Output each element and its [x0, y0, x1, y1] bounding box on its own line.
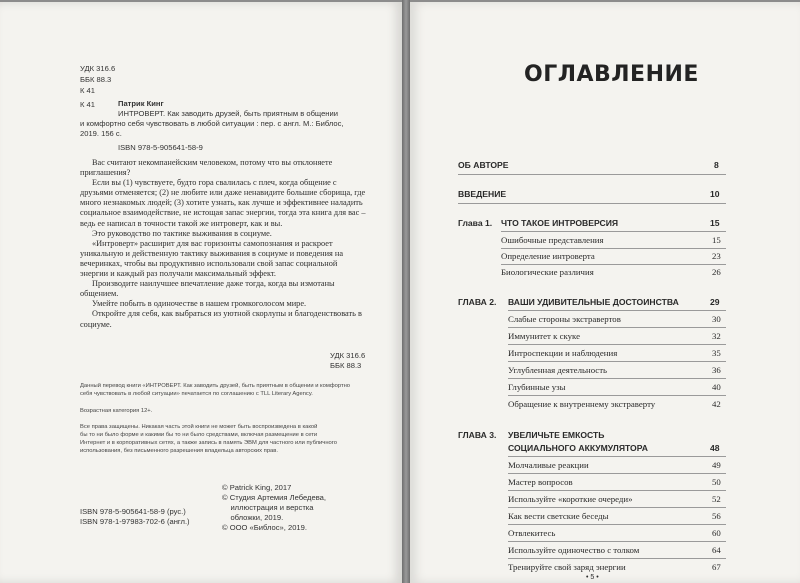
toc-rule — [508, 344, 726, 345]
toc-entry-introduction: ВВЕДЕНИЕ — [458, 189, 507, 199]
toc-rule — [501, 231, 726, 232]
chapter-title-line-2: СОЦИАЛЬНОГО АККУМУЛЯТОРА — [508, 443, 648, 453]
book-gutter — [402, 0, 410, 583]
toc-page-number: 52 — [712, 494, 721, 504]
annotation-paragraph: Если вы (1) чувствуете, будто гора свалилась с плеч, когда общение с друзьями отменяется; (2) не любите или даже ненавидите большие сборища, где много незнакомых людей; (3) хотите узнать, как лучше и эффективнее наладить социальное взаимодействие, не истощая запас энергии, тогда эта книга для вас – ведь ее написал в точности такой же интроверт, как и вы. — [80, 178, 366, 228]
toc-subentry: Биологические различия — [501, 267, 594, 277]
isbn-russian: ISBN 978-5-905641-58-9 (рус.) — [80, 507, 186, 516]
toc-subentry: Молчаливые реакции — [508, 460, 589, 470]
bib-line-1: ИНТРОВЕРТ. Как заводить друзей, быть приятным в общении — [118, 109, 338, 118]
toc-subentry: Как вести светские беседы — [508, 511, 609, 521]
toc-page-number: 35 — [712, 348, 721, 358]
right-page — [410, 2, 800, 583]
toc-rule — [508, 473, 726, 474]
toc-rule — [508, 558, 726, 559]
toc-rule — [508, 327, 726, 328]
toc-rule — [458, 203, 726, 204]
toc-page-number: 67 — [712, 562, 721, 572]
bbk-code: ББК 88.3 — [80, 75, 112, 84]
toc-page-number: 36 — [712, 365, 721, 375]
toc-page-number: 15 — [712, 235, 721, 245]
toc-rule — [508, 361, 726, 362]
rights-line: использования, без письменного разрешения владельца авторских прав. — [80, 448, 278, 454]
annotation-paragraph: Откройте для себя, как выбраться из уютной скорлупы и благоденствовать в социуме. — [80, 309, 362, 329]
copyright-line: иллюстрация и верстка — [222, 503, 314, 512]
toc-rule — [501, 264, 726, 265]
copyright-line: обложки, 2019. — [222, 513, 284, 522]
toc-page-number: 8 — [714, 160, 719, 170]
toc-page-number: 10 — [710, 189, 720, 199]
toc-subentry: Слабые стороны экстравертов — [508, 314, 621, 324]
toc-page-number: 64 — [712, 545, 721, 555]
toc-rule — [508, 456, 726, 457]
toc-entry-about-author: ОБ АВТОРЕ — [458, 160, 509, 170]
toc-subentry: Тренируйте свой заряд энергии — [508, 562, 626, 572]
toc-page-number: 60 — [712, 528, 721, 538]
bib-line-3: 2019. 156 с. — [80, 129, 122, 138]
isbn-english: ISBN 978-1-97983-702-6 (англ.) — [80, 517, 190, 526]
bib-line-2: и комфортно себя чувствовать в любой ситуации : пер. с англ. М.: Библос, — [80, 119, 344, 128]
left-page — [0, 2, 402, 583]
toc-page-number: 42 — [712, 399, 721, 409]
chapter-number: ГЛАВА 2. — [458, 297, 497, 307]
toc-subentry: Используйте «короткие очереди» — [508, 494, 633, 504]
toc-rule — [458, 174, 726, 175]
toc-page-number: 30 — [712, 314, 721, 324]
rights-line: бы то ни было форме и какими бы то ни было средствами, включая размещение в сети — [80, 432, 318, 438]
toc-page-number: 56 — [712, 511, 721, 521]
toc-page-number: 29 — [710, 297, 720, 307]
annotation-paragraph: Производите наилучшее впечатление даже тогда, когда вы измотаны общением. — [80, 279, 335, 299]
page-title: ОГЛАВЛЕНИЕ — [524, 62, 699, 87]
toc-page-number: 40 — [712, 382, 721, 392]
toc-page-number: 15 — [710, 218, 720, 228]
toc-rule — [508, 395, 726, 396]
toc-rule — [501, 248, 726, 249]
chapter-title: ЧТО ТАКОЕ ИНТРОВЕРСИЯ — [501, 218, 619, 228]
toc-page-number: 26 — [712, 267, 721, 277]
toc-subentry: Мастер вопросов — [508, 477, 573, 487]
toc-rule — [508, 378, 726, 379]
page-folio: • 5 • — [586, 574, 599, 581]
toc-page-number: 49 — [712, 460, 721, 470]
toc-page-number: 32 — [712, 331, 721, 341]
toc-subentry: Ошибочные представления — [501, 235, 604, 245]
annotation-paragraph: Вас считают некомпанейским человеком, потому что вы отклоняете приглашения? — [80, 158, 333, 178]
chapter-number: ГЛАВА 3. — [458, 430, 497, 440]
chapter-title: ВАШИ УДИВИТЕЛЬНЫЕ ДОСТОИНСТВА — [508, 297, 679, 307]
udk-code-2: УДК 316.6 — [330, 351, 366, 360]
chapter-title: УВЕЛИЧЬТЕ ЕМКОСТЬ — [508, 430, 605, 440]
copyright-line: © Студия Артемия Лебедева, — [222, 493, 326, 502]
toc-subentry: Обращение к внутреннему экстраверту — [508, 399, 656, 409]
author-mark-index: К 41 — [80, 100, 95, 109]
annotation-paragraph: «Интроверт» расширит для вас горизонты самопознания и раскроет уникальную и действенную тактику выживания в социуме и поведения на вечеринках, чтобы вы продуктивно использовали свой запас социальной энергии и каждый раз получали максимальный эффект. — [80, 238, 344, 279]
translation-note-1: Данный перевод книги «ИНТРОВЕРТ. Как заводить друзей, быть приятным в общении и комфортно — [80, 383, 351, 389]
annotation-paragraph: Это руководство по тактике выживания в социуме. — [92, 228, 272, 238]
annotation-paragraph: Умейте побыть в одиночестве в нашем громкоголосом мире. — [92, 299, 307, 309]
toc-rule — [508, 310, 726, 311]
toc-page-number: 50 — [712, 477, 721, 487]
toc-page-number: 23 — [712, 251, 721, 261]
toc-rule — [508, 524, 726, 525]
toc-subentry: Глубинные узы — [508, 382, 566, 392]
author-name: Патрик Кинг — [118, 99, 164, 108]
toc-subentry: Углубленная деятельность — [508, 365, 608, 375]
age-rating: Возрастная категория 12+. — [80, 408, 153, 414]
rights-line: Все права защищены. Никакая часть этой книги не может быть воспроизведена в какой — [80, 424, 318, 430]
toc-subentry: Иммунитет к скуке — [508, 331, 580, 341]
toc-subentry: Используйте одиночество с толком — [508, 545, 640, 555]
chapter-number: Глава 1. — [458, 218, 493, 228]
toc-rule — [508, 490, 726, 491]
rights-line: Интернет и в корпоративных сетях, а также запись в память ЭВМ для частного или публичного — [80, 440, 337, 446]
toc-subentry: Интроспекции и наблюдения — [508, 348, 618, 358]
udk-code: УДК 316.6 — [80, 64, 116, 73]
toc-subentry: Отвлекитесь — [508, 528, 556, 538]
toc-subentry: Определение интроверта — [501, 251, 595, 261]
annotation — [80, 158, 366, 330]
copyright-line: © ООО «Библос», 2019. — [222, 523, 307, 532]
translation-note-2: себя чувствовать в любой ситуации» печатается по соглашению с TLL Literary Agency. — [80, 391, 313, 397]
toc-rule — [508, 541, 726, 542]
author-mark: К 41 — [80, 86, 95, 95]
bbk-code-2: ББК 88.3 — [330, 361, 362, 370]
isbn-top: ISBN 978-5-905641-58-9 — [118, 143, 203, 152]
copyright-line: © Patrick King, 2017 — [222, 483, 292, 492]
toc-rule — [508, 507, 726, 508]
toc-page-number: 48 — [710, 443, 720, 453]
